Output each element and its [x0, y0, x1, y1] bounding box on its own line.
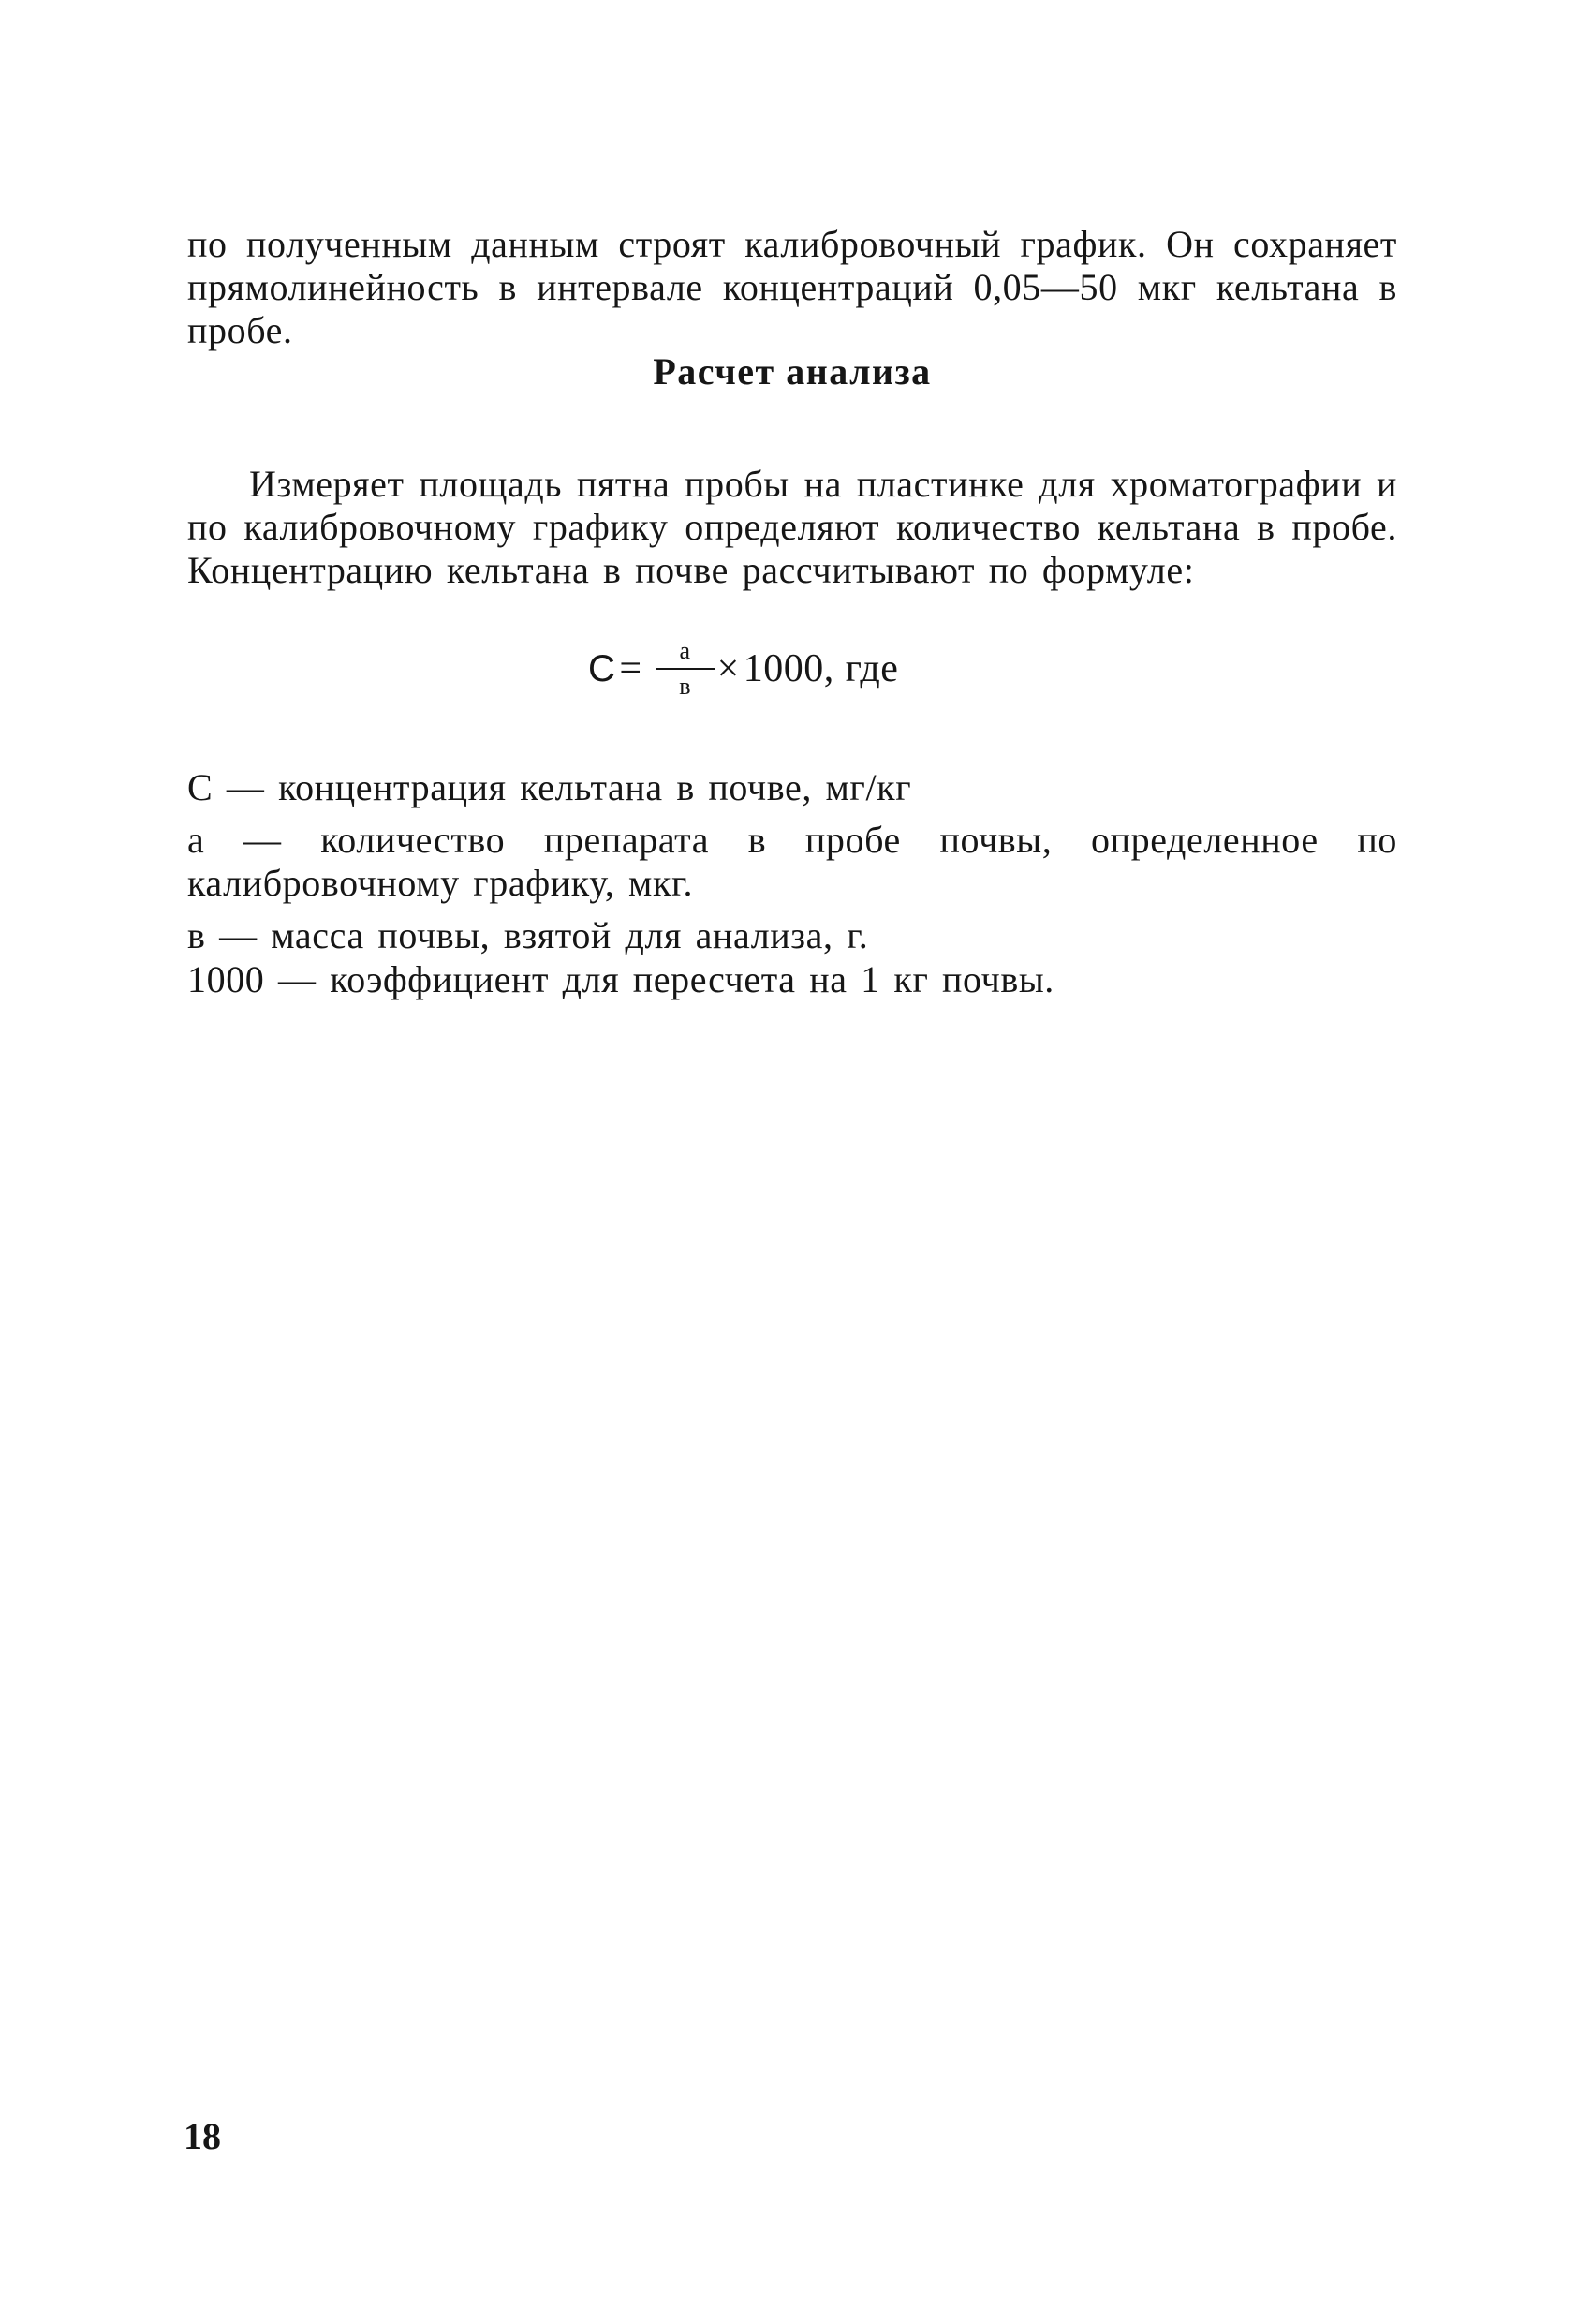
formula-equals: =: [619, 647, 642, 690]
definition-1000: 1000 — коэффициент для пересчета на 1 кг почвы.: [187, 958, 1054, 1000]
fraction-numerator: а: [679, 637, 691, 664]
page-number: 18: [184, 2115, 221, 2157]
formula-times-sign: ×: [716, 647, 740, 690]
section-heading: Расчет анализа: [653, 350, 932, 392]
definition-b: в — масса почвы, взятой для анализа, г.: [187, 914, 869, 956]
concentration-formula: [588, 622, 898, 716]
analysis-paragraph: Измеряет площадь пятна пробы на пластинке для хроматографии и по калибровочному графику определяют количество кельтана в пробе. Концентрацию кельтана в почве рассчитывают по формуле:: [187, 463, 1397, 591]
definition-c: C — концентрация кельтана в почве, мг/кг: [187, 766, 912, 808]
intro-paragraph: по полученным данным строят калибровочный график. Он сохраняет прямолинейность в интервале концентраций 0,05—50 мкг кельтана в пробе.: [187, 223, 1397, 351]
formula-suffix: где: [845, 647, 899, 690]
fraction-bar: [656, 668, 715, 670]
formula-constant: 1000,: [743, 647, 834, 690]
formula-lhs: C: [588, 648, 616, 689]
formula-fraction: [656, 638, 715, 700]
fraction-denominator: в: [679, 673, 691, 700]
definition-a: а — количество препарата в пробе почвы, определенное по калибровочному графику, мкг.: [187, 819, 1397, 904]
